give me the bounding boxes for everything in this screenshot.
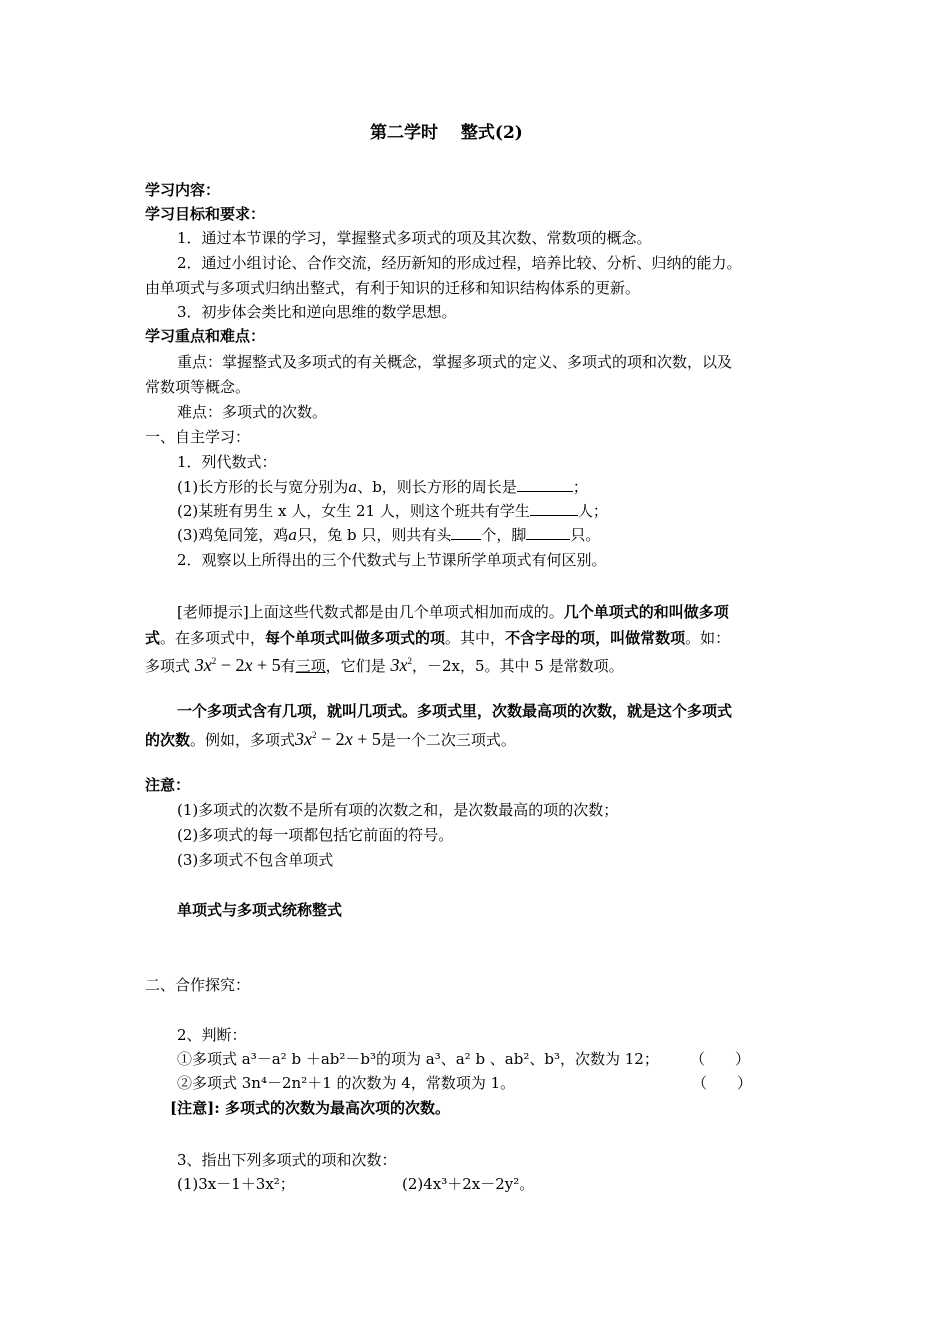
q1-end: ； [572, 478, 588, 496]
goal-3: 3．初步体会类比和逆向思维的数学思想。 [177, 303, 457, 321]
judge-item-1: ①多项式 a³－a² b ＋ab²－b³的项为 a³、a² b 、ab²、b³，次数为 12； [177, 1050, 659, 1068]
q3-mid1: 只，兔 b 只，则共有头 [297, 526, 452, 544]
item-2: 2．观察以上所得出的三个代数式与上节课所学单项式有何区别。 [177, 551, 607, 569]
q1-mid: 、b，则长方形的周长是 [357, 478, 517, 496]
goal-2b: 由单项式与多项式归纳出整式，有利于知识的迁移和知识结构体系的更新。 [145, 279, 641, 297]
tip-three-terms: 三项 [295, 657, 326, 675]
page-title: 第二学时 整式(2) [370, 123, 523, 143]
tip-text-4: 。如： [685, 629, 731, 647]
definition-line-1: 一个多项式含有几项，就叫几项式。多项式里，次数最高项的次数，就是这个多项式 [177, 702, 733, 720]
def-bold: 的次数 [145, 731, 191, 749]
tip-mid: ，它们是 [325, 657, 386, 675]
teacher-tip-line-1 [177, 602, 729, 622]
q3-end: 只。 [570, 526, 601, 544]
tip-text: [老师提示]上面这些代数式都是由几个单项式相加而成的。 [177, 603, 564, 621]
self-study-heading: 一、自主学习： [145, 428, 251, 446]
goal-1: 1．通过本节课的学习，掌握整式多项式的项及其次数、常数项的概念。 [177, 229, 652, 247]
q3-mid2: 个，脚 [481, 526, 527, 544]
judge-item-2: ②多项式 3n⁴－2n²＋1 的次数为 4，常数项为 1。 [177, 1074, 516, 1092]
q2-pre: (2)某班有男生 x 人，女生 21 人，则这个班共有学生 [177, 502, 530, 520]
q3-pre: (3)鸡兔同笼，鸡 [177, 526, 289, 544]
key-point-2: 难点：多项式的次数。 [177, 403, 328, 421]
judge-paren-1[interactable]: （ ） [690, 1050, 751, 1068]
item-1: 1．列代数式： [177, 453, 277, 471]
q1-blank[interactable] [517, 476, 573, 492]
q3-blank-heads[interactable] [451, 524, 481, 540]
question-1 [177, 476, 588, 497]
teacher-tip-line-2 [145, 628, 730, 648]
tip-bold-2: 式 [145, 629, 161, 647]
note-1: (1)多项式的次数不是所有项的次数之和，是次数最高的项的次数； [177, 801, 619, 819]
q1-pre: (1)长方形的长与宽分别为 [177, 478, 349, 496]
key-label: 学习重点和难点： [145, 327, 266, 345]
tip-poly-label: 多项式 [145, 657, 191, 675]
def-text: 。例如，多项式 [190, 731, 296, 749]
tip-text-3: 。其中， [445, 629, 506, 647]
teacher-tip-line-3 [145, 655, 624, 676]
question-2 [177, 500, 608, 521]
content-label: 学习内容： [145, 181, 221, 199]
q3-blank-feet[interactable] [526, 524, 570, 540]
def-end: 是一个二次三项式。 [380, 731, 516, 749]
math-polynomial-2: $3x^2 - 2x + 5$ [295, 729, 381, 749]
tip-end: ，－2x，5。其中 5 是常数项。 [411, 657, 624, 675]
key-point-1b: 常数项等概念。 [145, 378, 251, 396]
math-term: $3x^2$ [390, 655, 412, 675]
q1-var: a [348, 478, 358, 496]
tip-bold-4: 不含字母的项，叫做常数项 [505, 629, 686, 647]
q3-var: a [288, 526, 298, 544]
judge-heading: 2、判断： [177, 1026, 247, 1044]
q2-end: 人； [577, 502, 608, 520]
definition-line-2 [145, 729, 516, 750]
goal-2a: 2．通过小组讨论、合作交流，经历新知的形成过程，培养比较、分析、归纳的能力。 [177, 254, 742, 272]
question-3-part-1: (1)3x－1＋3x²； [177, 1175, 295, 1193]
key-point-1a: 重点：掌握整式及多项式的有关概念，掌握多项式的定义、多项式的项和次数，以及 [177, 353, 733, 371]
tip-text-2: 。在多项式中， [160, 629, 266, 647]
notes-label: 注意： [145, 776, 191, 794]
q2-blank[interactable] [530, 500, 578, 516]
question-3-part-2: (2)4x³＋2x－2y²。 [402, 1175, 535, 1193]
note-3: (3)多项式不包含单项式 [177, 851, 334, 869]
tip-bold-3: 每个单项式叫做多项式的项 [265, 629, 446, 647]
tip-bold-1: 几个单项式的和叫做多项 [563, 603, 729, 621]
tip-has: 有 [280, 657, 296, 675]
note-2: (2)多项式的每一项都包括它前面的符号。 [177, 826, 454, 844]
judge-paren-2[interactable]: （ ） [692, 1074, 753, 1092]
question-3-heading: 3、指出下列多项式的项和次数： [177, 1151, 397, 1169]
judge-note: [注意]: 多项式的次数为最高次项的次数。 [170, 1099, 450, 1117]
math-polynomial: $3x^2 - 2x + 5$ [194, 655, 281, 675]
goals-label: 学习目标和要求： [145, 205, 266, 223]
summary: 单项式与多项式统称整式 [177, 901, 343, 919]
question-3 [177, 524, 600, 545]
coop-heading: 二、合作探究： [145, 976, 251, 994]
